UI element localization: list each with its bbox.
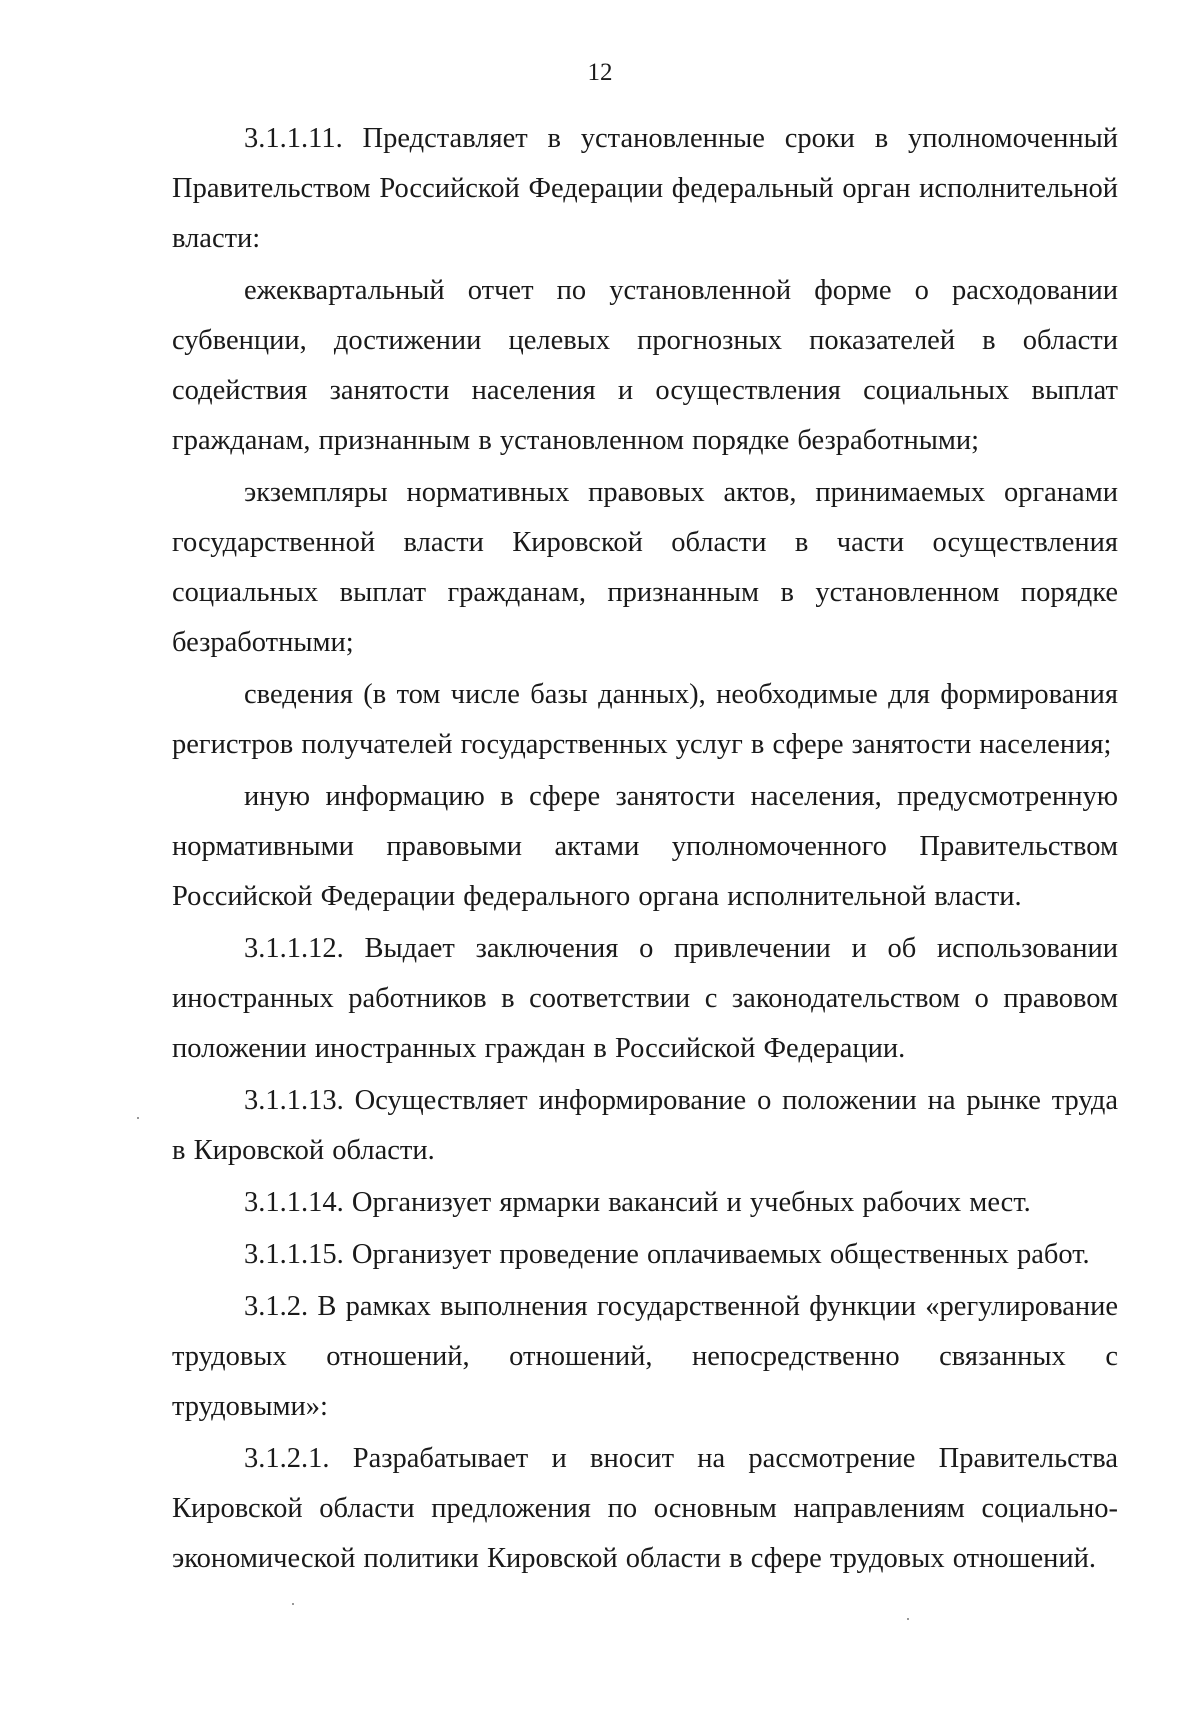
scan-speck [292, 1603, 294, 1605]
paragraph-3-1-1-15: 3.1.1.15. Организует проведение оплачиваемых общественных работ. [244, 1239, 1090, 1270]
paragraph-3-1-2: 3.1.2. В рамках выполнения государственной функции «регулирование трудовых отношений, отношений, непосредственно связанных с трудовыми»: [172, 1291, 1118, 1422]
paragraph-registry-data: сведения (в том числе базы данных), необходимые для формирования регистров получателей государственных услуг в сфере занятости населения; [172, 679, 1118, 760]
paragraph-other-information: иную информацию в сфере занятости населения, предусмотренную нормативными правовыми актами уполномоченного Правительством Российской Федерации федерального органа исполнительной власти. [172, 781, 1118, 912]
paragraph-3-1-2-1: 3.1.2.1. Разрабатывает и вносит на рассмотрение Правительства Кировской области предложения по основным направлениям социально-экономической политики Кировской области в сфере трудовых отношений. [172, 1443, 1118, 1574]
paragraph-quarterly-report: ежеквартальный отчет по установленной форме о расходовании субвенции, достижении целевых прогнозных показателей в области содействия занятости населения и осуществления социальных выплат гражданам, признанным в установленном порядке безработными; [172, 275, 1118, 456]
paragraph-3-1-1-11: 3.1.1.11. Представляет в установленные сроки в уполномоченный Правительством Российской Федерации федеральный орган исполнительной власти: [172, 123, 1118, 254]
document-body [172, 114, 1118, 1584]
paragraph-3-1-1-12: 3.1.1.12. Выдает заключения о привлечении и об использовании иностранных работников в соответствии с законодательством о правовом положении иностранных граждан в Российской Федерации. [172, 933, 1118, 1064]
paragraph-3-1-1-13: 3.1.1.13. Осуществляет информирование о положении на рынке труда в Кировской области. [172, 1085, 1118, 1166]
scan-speck [137, 1117, 139, 1119]
paragraph-3-1-1-14: 3.1.1.14. Организует ярмарки вакансий и учебных рабочих мест. [244, 1187, 1031, 1218]
scan-speck [907, 1618, 909, 1620]
page-number: 12 [587, 59, 613, 86]
paragraph-legal-acts-copies: экземпляры нормативных правовых актов, принимаемых органами государственной власти Кировской области в части осуществления социальных выплат гражданам, признанным в установленном порядке безработными; [172, 477, 1118, 658]
